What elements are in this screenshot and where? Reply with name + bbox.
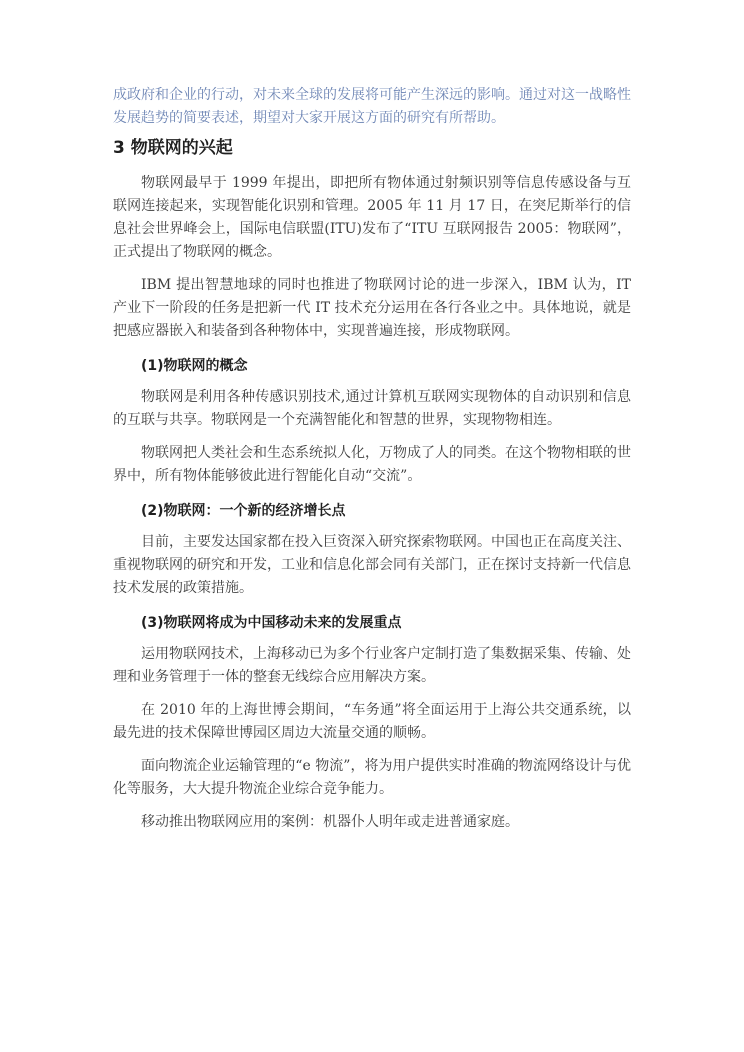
paragraph-concept-definition: 物联网是利用各种传感识别技术,通过计算机互联网实现物体的自动识别和信息的互联与共享。物联网是一个充满智能化和智慧的世界，实现物物相连。 <box>113 389 631 428</box>
paragraph-expo-chewutong: 在 2010 年的上海世博会期间，“车务通”将全面运用于上海公共交通系统，以最先进的技术保障世博园区周边大流量交通的顺畅。 <box>113 702 631 741</box>
paragraph-e-logistics: 面向物流企业运输管理的“e 物流”，将为用户提供实时准确的物流网络设计与优化等服务，大大提升物流企业综合竞争能力。 <box>113 758 631 797</box>
section-heading-iot-rise: 3 物联网的兴起 <box>113 138 233 158</box>
sub-heading-iot-concept: (1)物联网的概念 <box>141 358 248 374</box>
paragraph-concept-personification: 物联网把人类社会和生态系统拟人化，万物成了人的同类。在这个物物相联的世界中，所有物体能够彼此进行智能化自动“交流”。 <box>113 445 631 484</box>
paragraph-ibm-smart-planet: IBM 提出智慧地球的同时也推进了物联网讨论的进一步深入，IBM 认为，IT 产业下一阶段的任务是把新一代 IT 技术充分运用在各行各业之中。具体地说，就是把感应器嵌入和装备到各种物体中，实现普遍连接，形成物联网。 <box>113 277 631 339</box>
paragraph-iot-origin: 物联网最早于 1999 年提出，即把所有物体通过射频识别等信息传感设备与互联网连接起来，实现智能化识别和管理。2005 年 11 月 17 日，在突尼斯举行的信息社会世界峰会上，国际电信联盟(ITU)发布了“ITU 互联网报告 2005：物联网”，正式提出了物联网的概念。 <box>113 175 631 260</box>
sub-heading-economic-growth: (2)物联网：一个新的经济增长点 <box>141 503 346 519</box>
continued-paragraph: 成政府和企业的行动，对未来全球的发展将可能产生深远的影响。通过对这一战略性发展趋势的简要表述，期望对大家开展这方面的研究有所帮助。 <box>113 87 631 126</box>
paragraph-shanghai-mobile-solutions: 运用物联网技术，上海移动已为多个行业客户定制打造了集数据采集、传输、处理和业务管理于一体的整套无线综合应用解决方案。 <box>113 646 631 685</box>
document-content <box>113 84 631 844</box>
sub-heading-china-mobile-focus: (3)物联网将成为中国移动未来的发展重点 <box>141 615 402 631</box>
paragraph-national-research: 目前，主要发达国家都在投入巨资深入研究探索物联网。中国也正在高度关注、重视物联网的研究和开发，工业和信息化部会同有关部门，正在探讨支持新一代信息技术发展的政策措施。 <box>113 534 631 596</box>
paragraph-robot-servant-case: 移动推出物联网应用的案例：机器仆人明年或走进普通家庭。 <box>141 814 519 830</box>
